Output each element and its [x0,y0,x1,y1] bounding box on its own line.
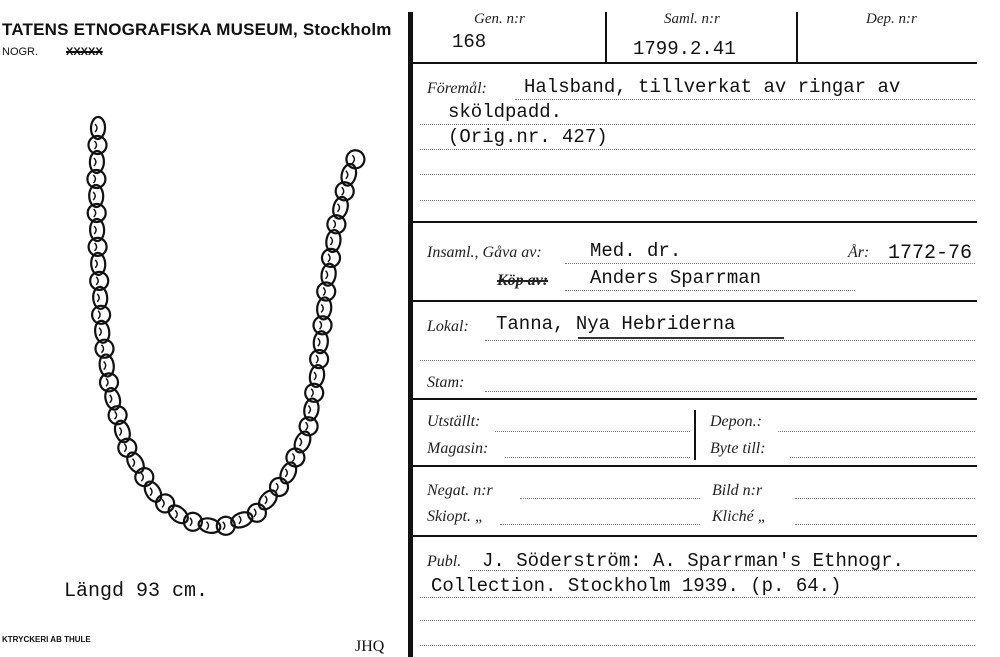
row-sep-utstallt [412,465,977,467]
saml-value: 1799.2.41 [633,38,736,60]
dotted-line [420,597,975,598]
chain-ring [266,474,291,499]
dotted-line [420,200,975,201]
bild-label: Bild n:r [712,482,763,499]
chain-ring-shade [323,288,325,296]
chain-ring-shade [110,395,112,403]
dep-label: Dep. n:r [866,11,917,27]
printer-text: KTRYCKERI AB THULE [2,635,91,644]
dotted-line [420,620,975,621]
dotted-line [790,457,975,458]
chain-ring-shade [119,428,121,436]
chain-ring-shade [342,187,344,195]
utstallt-label: Utställt: [427,413,481,430]
chain-ring-shade [95,260,97,268]
lokal-label: Lokal: [427,318,469,335]
chain-ring-shade [352,155,354,163]
chain-ring-shade [190,518,192,526]
dotted-line [420,149,975,150]
chain-ring-shade [93,175,95,183]
magasin-label: Magasin: [427,440,489,457]
dotted-line [505,457,690,458]
chain-ring-shade [175,510,177,518]
foremal-label: Föremål: [427,80,487,97]
chain-ring-shade [141,473,143,481]
chain-ring [124,450,147,476]
publ-label: Publ. [427,553,462,570]
lokal-underline [578,337,784,339]
chain-ring-shade [95,243,97,251]
insaml-line1: Med. dr. [590,240,682,262]
chain-ring-shade [318,338,320,346]
dotted-line [495,431,690,432]
chain-ring-shade [124,444,126,452]
chain-ring-shade [115,411,117,419]
chain-ring [141,479,164,505]
byte-label: Byte till: [710,440,766,457]
publ-line2: Collection. Stockholm 1939. (p. 64.) [431,575,842,597]
chain-ring-shade [223,522,225,530]
chain-ring-shade [306,422,308,430]
chain-ring-shade [99,328,101,336]
chain-ring-shade [328,254,330,262]
chain-ring-shade [94,209,96,217]
col-sep-1 [605,12,607,62]
chain-ring-shade [285,469,287,477]
foremal-line2: sköldpadd. [448,101,563,123]
chain-ring-shade [330,237,332,245]
row-sep-lokal [412,398,977,400]
insaml-label: Insaml., Gåva av: [427,244,542,261]
gen-label: Gen. n:r [474,11,525,27]
chain-ring-shade [93,192,95,200]
chain-ring-shade [333,220,335,228]
chain-ring-shade [94,158,96,166]
dotted-line [420,174,975,175]
foremal-line3: (Orig.nr. 427) [448,126,608,148]
chain-ring-shade [321,304,323,312]
chain-ring [152,491,177,516]
chain-ring-shade [95,141,97,149]
ar-label: År: [848,244,870,261]
dotted-line [778,431,975,432]
length-text: Längd 93 cm. [64,580,209,603]
col-sep-3 [694,410,696,460]
chain-ring-shade [95,124,97,132]
chain-ring-shade [150,488,152,496]
chain-ring-shade [314,372,316,380]
skiopt-label: Skiopt. „ [427,508,484,525]
chain-ring-shade [98,311,100,319]
card-divider [408,12,413,657]
chain-ring-shade [308,406,310,414]
negat-label: Negat. n:r [427,482,493,499]
stam-label: Stam: [427,374,465,391]
row-sep-top [412,62,977,64]
ar-value: 1772-76 [888,242,973,265]
insaml-line2: Anders Sparrman [590,267,762,289]
chain-ring [343,147,367,171]
dotted-line [515,99,975,100]
col-sep-2 [796,12,798,62]
lokal-value: Tanna, Nya Hebriderna [496,313,736,335]
dotted-line [565,263,975,264]
initials: JHQ [355,638,385,655]
dotted-line [795,524,975,525]
chain-ring-shade [346,171,348,179]
chain-ring-shade [106,378,108,386]
publ-line1: J. Söderström: A. Sparrman's Ethnogr. [482,550,904,572]
chain-ring-shade [326,271,328,279]
row-sep-foremal [412,221,977,223]
dotted-line [420,645,975,646]
chain-ring-shade [276,483,278,491]
row-sep-insaml [412,300,977,302]
chain-ring-shade [338,204,340,212]
etnogr-label: NOGR. [2,46,39,58]
kop-label: Köp av: [497,272,549,289]
foremal-line1: Halsband, tillverkat av ringar av [524,76,901,98]
dotted-line [485,391,975,392]
dotted-line [565,290,855,291]
kliche-label: Kliché „ [712,508,767,525]
chain-ring-shade [162,499,164,507]
dotted-line [420,124,975,125]
chain-ring-shade [254,509,256,517]
dotted-line [520,498,700,499]
chain-ring-shade [239,516,241,524]
saml-label: Saml. n:r [664,11,720,27]
row-sep-negat [412,535,977,537]
chain-ring-shade [96,277,98,285]
dotted-line [470,570,975,571]
etnogr-value: XXXXX [66,46,103,58]
chain-ring-shade [311,389,313,397]
chain-ring-shade [104,362,106,370]
chain-ring-shade [300,438,302,446]
chain-ring-shade [316,355,318,363]
chain-ring-shade [97,294,99,302]
gen-value: 168 [452,31,487,53]
chain-ring-shade [133,459,135,467]
chain-ring-shade [320,321,322,329]
museum-header: TATENS ETNOGRAFISKA MUSEUM, Stockholm [2,20,392,39]
chain-ring-shade [292,454,294,462]
necklace-drawing [60,110,390,560]
depon-label: Depon.: [710,413,762,430]
chain-ring-shade [265,496,267,504]
dotted-line [485,340,975,341]
dotted-line [795,498,975,499]
dotted-line [420,360,975,361]
chain-ring-shade [207,522,209,530]
chain-ring-shade [94,226,96,234]
chain-ring-shade [102,345,104,353]
dotted-line [500,524,700,525]
